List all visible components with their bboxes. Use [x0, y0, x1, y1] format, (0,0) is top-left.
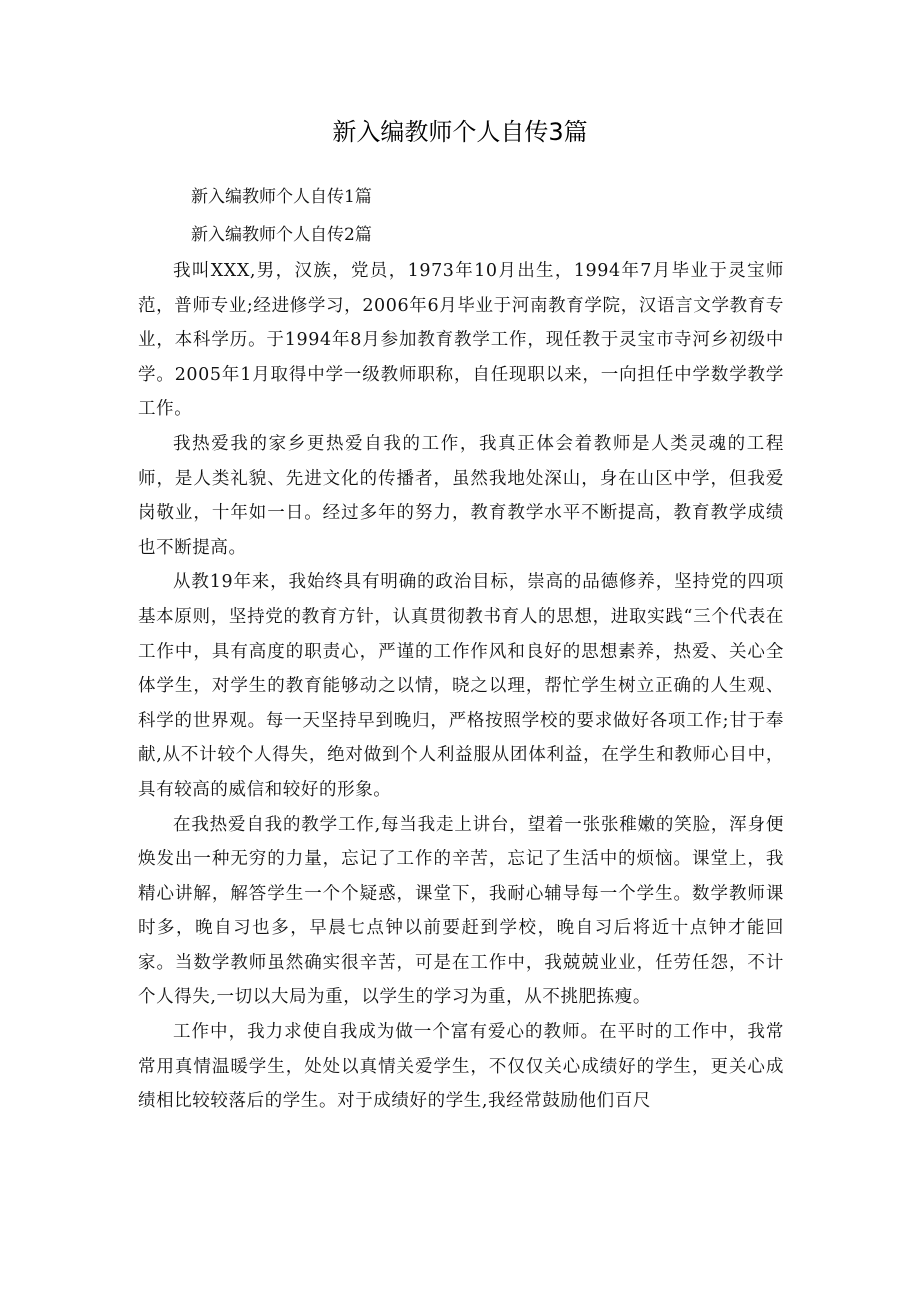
toc-item-1: 新入编教师个人自传1篇	[191, 187, 372, 207]
paragraph-5: 工作中，我力求使自我成为做一个富有爱心的教师。在平时的工作中，我常常用真情温暖学生，处处以真情关爱学生，不仅仅关心成绩好的学生，更关心成绩相比较较落后的学生。对于成绩好的学生,我经常鼓励他们百尺	[138, 1022, 784, 1112]
document-title: 新入编教师个人自传3篇	[332, 118, 588, 146]
paragraph-2: 我热爱我的家乡更热爱自我的工作，我真正体会着教师是人类灵魂的工程师，是人类礼貌、先进文化的传播者，虽然我地处深山，身在山区中学，但我爱岗敬业，十年如一日。经过多年的努力，教育教学水平不断提高，教育教学成绩也不断提高。	[138, 433, 784, 558]
paragraph-4: 在我热爱自我的教学工作,每当我走上讲台，望着一张张稚嫩的笑脸，浑身便焕发出一种无穷的力量，忘记了工作的辛苦，忘记了生活中的烦恼。课堂上，我精心讲解，解答学生一个个疑惑，课堂下，我耐心辅导每一个学生。数学教师课时多，晚自习也多，早晨七点钟以前要赶到学校，晚自习后将近十点钟才能回家。当数学教师虽然确实很辛苦，可是在工作中，我兢兢业业，任劳任怨，不计个人得失,一切以大局为重，以学生的学习为重，从不挑肥拣瘦。	[138, 814, 784, 1008]
toc-item-2: 新入编教师个人自传2篇	[191, 225, 372, 245]
document-body	[138, 254, 784, 1119]
paragraph-3: 从教19年来，我始终具有明确的政治目标，崇高的品德修养，坚持党的四项基本原则，坚持党的教育方针，认真贯彻教书育人的思想，进取实践“三个代表在工作中，具有高度的职责心，严谨的工作作风和良好的思想素养，热爱、关心全体学生，对学生的教育能够动之以情，晓之以理，帮忙学生树立正确的人生观、科学的世界观。每一天坚持早到晚归，严格按照学校的要求做好各项工作;甘于奉献,从不计较个人得失，绝对做到个人利益服从团体利益，在学生和教师心目中，具有较高的威信和较好的形象。	[138, 572, 784, 800]
paragraph-1: 我叫XXX,男，汉族，党员，1973年10月出生，1994年7月毕业于灵宝师范，普师专业;经进修学习，2006年6月毕业于河南教育学院，汉语言文学教育专业，本科学历。于1994年8月参加教育教学工作，现任教于灵宝市寺河乡初级中学。2005年1月取得中学一级教师职称，自任现职以来，一向担任中学数学教学工作。	[138, 261, 784, 420]
